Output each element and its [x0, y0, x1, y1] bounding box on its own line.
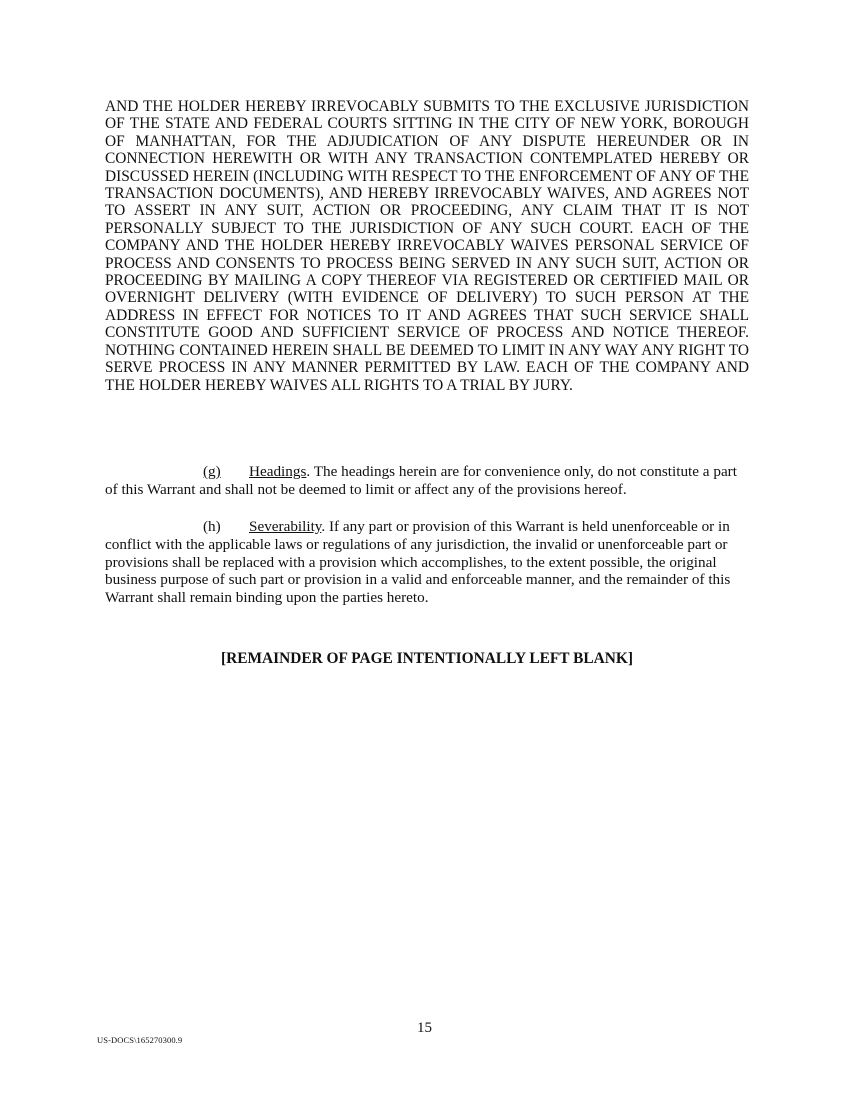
section-g-headings [105, 463, 749, 498]
document-id: US-DOCS\165270300.9 [97, 1035, 183, 1045]
section-h-marker: (h) [203, 518, 221, 535]
section-g-text: . The headings herein are for convenience only, do not constitute a part of this Warrant and shall not be deemed to limit or affect any of the provisions hereof. [105, 463, 737, 498]
section-h-text: . If any part or provision of this Warrant is held unenforceable or in conflict with the applicable laws or regulations of any jurisdiction, the invalid or unenforceable part or provisions shall be replaced with a provision which accomplishes, to the extent possible, the original business purpose of such part or provision in a valid and enforceable manner, and the remainder of this Warrant shall remain binding upon the parties hereto. [105, 518, 731, 607]
section-g-heading: Headings [249, 463, 307, 480]
jurisdiction-paragraph: AND THE HOLDER HEREBY IRREVOCABLY SUBMITS TO THE EXCLUSIVE JURISDICTION OF THE STATE AND FEDERAL COURTS SITTING IN THE CITY OF NEW YORK, BOROUGH OF MANHATTAN, FOR THE ADJUDICATION OF ANY DISPUTE HEREUNDER OR IN CONNECTION HEREWITH OR WITH ANY TRANSACTION CONTEMPLATED HEREBY OR DISCUSSED HEREIN (INCLUDING WITH RESPECT TO THE ENFORCEMENT OF ANY OF THE TRANSACTION DOCUMENTS), AND HEREBY IRREVOCABLY WAIVES, AND AGREES NOT TO ASSERT IN ANY SUIT, ACTION OR PROCEEDING, ANY CLAIM THAT IT IS NOT PERSONALLY SUBJECT TO THE JURISDICTION OF ANY SUCH COURT. EACH OF THE COMPANY AND THE HOLDER HEREBY IRREVOCABLY WAIVES PERSONAL SERVICE OF PROCESS AND CONSENTS TO PROCESS BEING SERVED IN ANY SUCH SUIT, ACTION OR PROCEEDING BY MAILING A COPY THEREOF VIA REGISTERED OR CERTIFIED MAIL OR OVERNIGHT DELIVERY (WITH EVIDENCE OF DELIVERY) TO SUCH PERSON AT THE ADDRESS IN EFFECT FOR NOTICES TO IT AND AGREES THAT SUCH SERVICE SHALL CONSTITUTE GOOD AND SUFFICIENT SERVICE OF PROCESS AND NOTICE THEREOF. NOTHING CONTAINED HEREIN SHALL BE DEEMED TO LIMIT IN ANY WAY ANY RIGHT TO SERVE PROCESS IN ANY MANNER PERMITTED BY LAW. EACH OF THE COMPANY AND THE HOLDER HEREBY WAIVES ALL RIGHTS TO A TRIAL BY JURY. [105, 98, 749, 394]
section-g-marker: (g) [203, 463, 221, 480]
section-h-severability [105, 518, 749, 607]
remainder-blank-notice: [REMAINDER OF PAGE INTENTIONALLY LEFT BLANK] [220, 650, 634, 667]
page-number: 15 [417, 1020, 432, 1036]
section-h-heading: Severability [249, 518, 322, 535]
